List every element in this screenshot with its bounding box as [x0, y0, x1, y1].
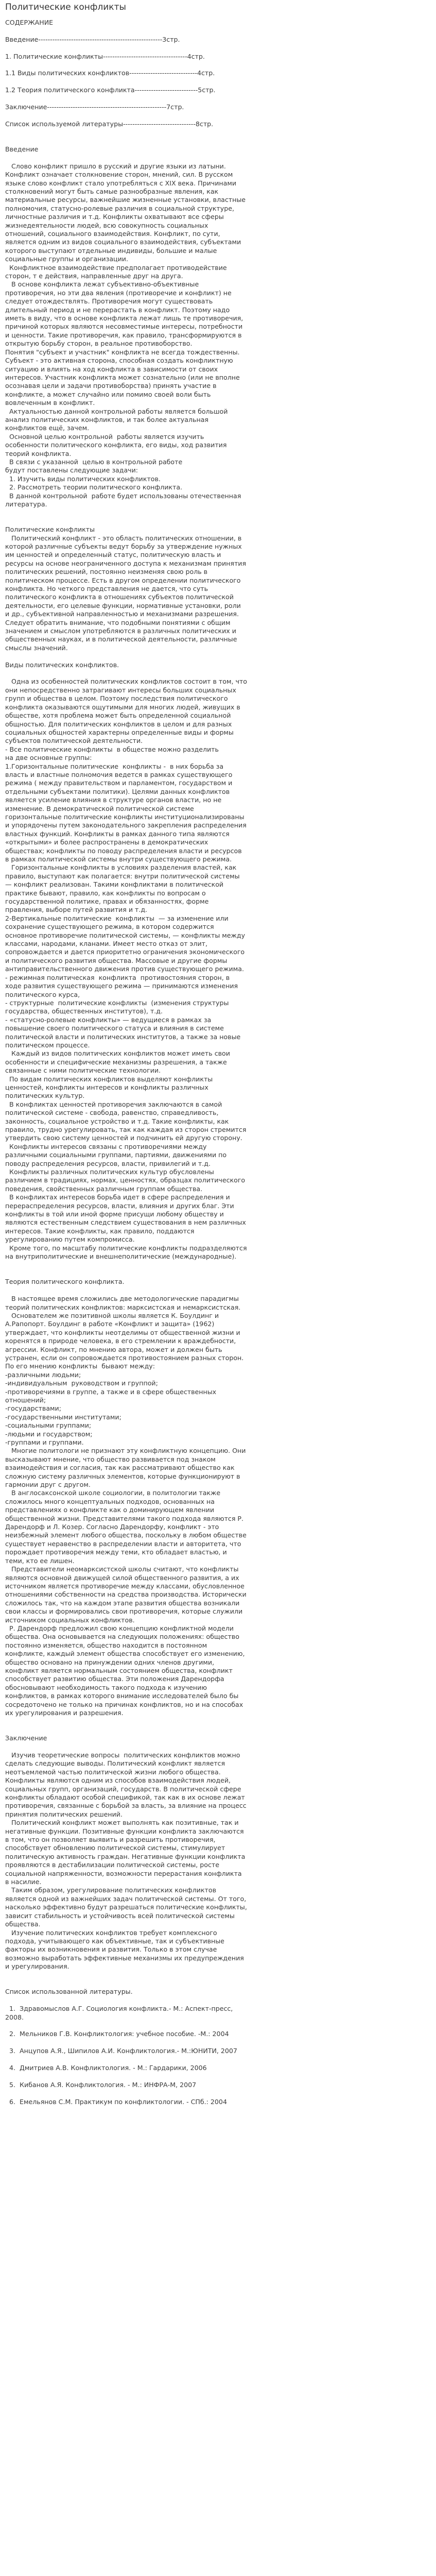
paragraph: Кроме того, по масштабу политические конфликты подразделяются на внутриполитические и внешнеполитические (международные). — [5, 1244, 249, 1261]
paragraph: Р. Дарендорф предложил свою концепцию конфликтной модели общества. Она основывается на следующих положениях: общество постоянно изменяется, общество находится в постоянном конфликте, каждый элемент общества способствует его изменению, общество основано на принуждении одних членов другими, конфликт является нормальным состоянием общества, конфликт способствует развитию общества. Эти положения Дарендорфа обосновывают необходимость такого подхода к изучению конфликтов, в рамках которого внимание исследователей было бы сосредоточено не только на причинах конфликтов, но и на способах их урегулирования и разрешения. — [5, 1624, 247, 1717]
spacer — [5, 1286, 247, 1295]
paragraph: В данной контрольной работе будет использованы отечественная литература. — [5, 492, 246, 509]
spacer — [5, 669, 247, 677]
toc-item: Список используемой литературы-------------------------------8стр. — [5, 120, 214, 128]
paragraph: Политический конфликт может выполнять как позитивные, так и негативные функции. Позитивные функции конфликта заключаются в том, что он позволяет выявить и разрешить противоречия, способствует обновлению политической системы, стимулирует политическую активность граждан. Негативные функции конфликта проявляются в дестабилизации политической системы, росте социальной напряженности, возможности перерастания конфликта в насилие. — [5, 1819, 248, 1886]
paragraph: -социальными группами; — [5, 1421, 92, 1430]
paragraph: Понятия "субъект и участник" конфликта не всегда тождественны. Субъект - это активная сторона, способная создать конфликтную ситуацию и влиять на ход конфликта в зависимости от своих интересов. Участник конфликта может сознательно (или не вполне осознавая цели и задачи противоборства) принять участие в конфликте, а может случайно или помимо своей воли быть вовлеченным в конфликт. — [5, 348, 242, 407]
spacer — [5, 1979, 247, 1988]
paragraph: Основателем же позитивной школы является К. Боулдинг и А.Рапопорт. Боулдинг в работе «Конфликт и защита» (1962) утверждает, что конфликты неотделимы от общественной жизни и коренятся в природе человека, в его стремлении к враждебности, агрессии. Конфликт, по мнению автора, может и должен быть устранен, если он сопровождается противостоянием разных сторон. — [5, 1311, 244, 1362]
paragraph: Конфликтное взаимодействие предполагает противодействие сторон, т е действия, направленные друг на друга. — [5, 263, 229, 280]
paragraph: -индивидуальным руководством и группой; — [5, 1379, 158, 1387]
paragraph: Представители неомарксистской школы считают, что конфликты являются основной движущей силой общественного развития, а их источником является противоречие между классами, обусловленное отношениями собственности на средства производства. Исторически сложилось так, что на каждом этапе развития общества возникали свои классы и формировались свои противоречия, которые служили источником социальных конфликтов. — [5, 1565, 249, 1624]
section-heading: Теория политического конфликта. — [5, 1278, 125, 1286]
paragraph: В конфликтах ценностей противоречия заключаются в самой политической системе - свобода, равенство, справедливость, законность, социальное устройство и т.д. Такие конфликты, как правило, трудно урегулировать, так как каждая из сторон стремится утвердить свою систему ценностей и подчинить ей другую сторону. — [5, 1100, 249, 1142]
spacer — [5, 1269, 247, 1278]
paragraph: Изучив теоретические вопросы политических конфликтов можно сделать следующие выводы. Политический конфликт является неотъемлемой частью политической жизни любого общества. Конфликты являются одним из способов взаимодействия людей, социальных групп, организаций, государств. В политической сфере конфликты обладают особой спецификой, так как в их основе лежат противоречия, связанные с борьбой за власть, за влияние на процесс принятия политических решений. — [5, 1751, 249, 1818]
paragraph: Политический конфликт - это область политических отношении, в которой различные субъекты ведут борьбу за утверждение нужных им ценностей и определенный статус, политическую власть и ресурсы на основе неограниченного доступа к механизмам принятия политических решений, постоянно неизменяя свою роль в политическом процессе. Есть в другом определении политического конфликта. Но четкого представления не дается, что суть политического конфликта в отношениях субъектов политической деятельности, его целевые функции, нормативные установки, роли и др., субъективной направленностью и механизмами разрешения. Следует обратить внимание, что подобными понятиями с общим значением и смыслом употребляются в различных политических и общественных науках, и в политической деятельности, различные смыслы значений. — [5, 534, 249, 652]
section-heading: Политические конфликты — [5, 526, 95, 534]
spacer — [5, 2072, 247, 2080]
paragraph: Слово конфликт пришло в русский и другие языки из латыни. Конфликт означает столкновение сторон, мнений, сил. В русском языке слово конфликт стало употребляться с XIX века. Причинами столкновений могут быть самые разнообразные явления, как материальные ресурсы, важнейшие жизненные установки, властные полномочия, статусно-ролевые различия в социальной структуре, личностные различия и т.д. Конфликты охватывают все сферы жизнедеятельности людей, всю совокупность социальных отношений, социального взаимодействия. Конфликт, по сути, является одним из видов социального взаимодействия, субъектами которого выступают отдельные индивиды, большие и малые социальные группы и организации. — [5, 162, 248, 263]
paragraph: Одна из особенностей политических конфликтов состоит в том, что они непосредственно затрагивают интересы больших социальных групп и общества в целом. Поэтому последствия политического конфликта оказываются ощутимыми для многих людей, живущих в обществе, хотя проблема может быть определенной социальной общностью. Для политических конфликтов в целом и для разных социальных общностей характерны определенные виды и формы субъектов политической деятельности. — [5, 677, 249, 745]
paragraph: В основе конфликта лежат субъективно-объективные противоречия, но эти два явления (противоречие и конфликт) не следует отождествлять. Противоречия могут существовать длительный период и не перерастать в конфликт. Поэтому надо иметь в виду, что в основе конфликта лежат лишь те противоречия, причиной которых являются несовместимые интересы, потребности и ценности. Такие противоречия, как правило, трансформируются в открытую борьбу сторон, в реальное противоборство. — [5, 280, 246, 348]
spacer — [5, 2106, 247, 2114]
paragraph: Конфликты различных политических культур обусловлены различием в традициях, нормах, ценностях, образцах политического поведения, свойственных различным группам общества. — [5, 1168, 248, 1193]
paragraph: - режимная политическая конфликта противостояния сторон, в ходе развития существующего режима — принимаются изменения политического курса, — [5, 973, 240, 998]
spacer — [5, 1971, 247, 1979]
paragraph: 1.Горизонтальные политические конфликты - в них борьба за власть и властные полномочия ведется в рамках существующего режима ( между правительством и парламентом, государством и отдельными субъектами политики). Целями данных конфликтов является усиление влияния в структуре органов власти, но не изменение. В демократической политической системе горизонтальные политические конфликты институционализированы и упорядочены путем законодательного закрепления распределения властных функций. Конфликты в рамках данного типа являются «открытыми» и более распространены в демократических обществах; конфликты по поводу распределения власти и ресурсов в рамках политической системы внутри существующего режима. — [5, 762, 249, 863]
paragraph: Горизонтальные конфликты в условиях разделения властей, как правило, выступают как полагается: внутри политической системы — конфликт реализован. Такими конфликтами в политической практике бывают, правило, как конфликты по вопросам о государственной политике, правах и обязанностях, форме правления, выборе путей развития и т.д. — [5, 863, 242, 914]
paragraph: -государственными институтами; — [5, 1413, 121, 1421]
toc-item: 1.2 Теория политического конфликта---------------------------5стр. — [5, 86, 216, 94]
paragraph: Изучение политических конфликтов требует комплексного подхода, учитывающего как объективные, так и субъективные факторы их возникновения и развития. Только в этом случае возможно выработать эффективные механизмы их предупреждения и урегулирования. — [5, 1928, 246, 1971]
spacer — [5, 61, 247, 69]
paragraph: 2-Вертикальные политические конфликты — за изменение или сохранение существующего режима, в котором содержится основное противоречие политической системы, — конфликты между классами, народами, кланами. Имеет место отказ от элит, сопровождается и дается приоритетно ограничения экономического и политического развития общества. Массовые и другие формы антиправительственного движения против существующего режима. — [5, 914, 248, 973]
paragraph: Актуальностью данной контрольной работы является большой анализ политических конфликтов, и так более актуальная конфликтов ещё, зачем. — [5, 407, 230, 432]
paragraph: В конфликтах интересов борьба идет в сфере распределения и перераспределения ресурсов, власти, влияния и других благ. Эти конфликты в той или иной форме присущи любому обществу и являются естественным следствием существования в нем различных интересов. Такие конфликты, как правило, поддаются урегулированию путем компромисса. — [5, 1193, 248, 1244]
paragraph: В англосаксонской школе социологии, в политологии также сложилось много концептуальных подходов, основанных на представлениях о конфликте как о доминирующем явлении общественной жизни. Представителями такого подхода являются Р. Дарендорф и Л. Козер. Согласно Дарендорфу, конфликт - это неизбежный элемент любого общества, поскольку в любом обществе существует неравенство в распределении власти и авторитета, что порождает противоречия между теми, кто обладает властью, и теми, кто ее лишен. — [5, 1489, 249, 1565]
spacer — [5, 78, 247, 86]
spacer — [5, 2089, 247, 2097]
spacer — [5, 2056, 247, 2064]
toc-item: Введение-----------------------------------------------------3стр. — [5, 35, 180, 43]
spacer — [5, 517, 247, 526]
document-content — [5, 19, 247, 2114]
spacer — [5, 1996, 247, 2005]
spacer — [5, 1726, 247, 1734]
toc-item: Заключение---------------------------------------------------7стр. — [5, 103, 184, 111]
spacer — [5, 128, 247, 137]
spacer — [5, 1717, 247, 1725]
spacer — [5, 44, 247, 52]
paragraph: Каждый из видов политических конфликтов может иметь свои особенности и специфические механизмы разрешения, а также связанные с ними политические технологии. — [5, 1049, 232, 1075]
paragraph: -различными людьми; — [5, 1370, 81, 1379]
paragraph: Конфликты интересов связаны с противоречиями между различными социальными группами, партиями, движениями по поводу распределения ресурсов, власти, привилегий и т.д. — [5, 1142, 229, 1167]
spacer — [5, 111, 247, 120]
section-heading: Введение — [5, 145, 39, 153]
paragraph: Таким образом, урегулирование политических конфликтов является одной из важнейших задач политической системы. От того, насколько эффективно будут разрешаться политические конфликты, зависит стабильность и устойчивость всей политической системы общества. — [5, 1886, 249, 1928]
reference-item: 1. Здравомыслов А.Г. Социология конфликта.- М.: Аспект-пресс, 2008. — [5, 2005, 235, 2021]
reference-item: 6. Емельянов С.М. Практикум по конфликтологии. - СПб.: 2004 — [5, 2097, 227, 2106]
section-heading: Виды политических конфликтов. — [5, 660, 119, 669]
spacer — [5, 27, 247, 35]
reference-item: 2. Мельников Г.В. Конфликтология: учебное пособие. -М.: 2004 — [5, 2030, 229, 2038]
section-heading: Заключение — [5, 1734, 47, 1742]
spacer — [5, 1743, 247, 1751]
spacer — [5, 137, 247, 145]
spacer — [5, 2039, 247, 2047]
paragraph: По его мнению конфликты бывают между: — [5, 1362, 155, 1370]
paragraph: 2. Рассмотреть теории политического конфликта. — [5, 483, 183, 492]
reference-item: 4. Дмитриев А.В. Конфликтология. - М.: Гардарики, 2006 — [5, 2063, 207, 2072]
paragraph: на две основные группы: — [5, 754, 92, 762]
spacer — [5, 2022, 247, 2030]
toc-item: 1. Политические конфликты------------------------------------4стр. — [5, 52, 205, 60]
references-heading: Список использованной литературы. — [5, 1988, 133, 1996]
paragraph: - структурные политические конфликты (изменения структуры государства, общественных институтов), т.д. — [5, 998, 231, 1015]
reference-item: 5. Кибанов А.Я. Конфликтология. - М.: ИНФРА-М, 2007 — [5, 2080, 197, 2089]
paragraph: Многие политологи не признают эту конфликтную концепцию. Они высказывают мнение, что общество развивается под знаком взаимодействия и согласия, так как рассматривают общество как сложную систему различных элементов, которые функционируют в гармонии друг с другом. — [5, 1447, 248, 1489]
toc-item: 1.1 Виды политических конфликтов-----------------------------4стр. — [5, 69, 215, 77]
toc-heading: СОДЕРЖАНИЕ — [5, 19, 54, 26]
paragraph: 1. Изучить виды политических конфликтов. — [5, 474, 161, 483]
paragraph: В связи с указанной целью в контрольной работе — [5, 457, 183, 466]
paragraph: В настоящее время сложились две методологические парадигмы теорий политических конфликтов: марксистская и немарксистская. — [5, 1295, 241, 1311]
paragraph: -противоречиями в группе, а также и в сфере общественных отношений; — [5, 1387, 219, 1404]
paragraph: -группами и группами. — [5, 1438, 84, 1446]
paragraph: -государствами; — [5, 1404, 61, 1413]
paragraph: Основной целью контрольной работы является изучить особенности политического конфликта, его виды, ход развития теорий конфликта. — [5, 432, 229, 457]
paragraph: - «статусно-ролевые конфликты» — ведущиеся в рамках за повышение своего политического статуса и влияния в системе политической власти и политических институтов, а также за новые политическом процессе. — [5, 1015, 243, 1049]
paragraph: будут поставлены следующие задачи: — [5, 466, 138, 474]
paragraph: -людьми и государством; — [5, 1430, 93, 1438]
page-title: Политические конфликты — [5, 2, 126, 12]
spacer — [5, 95, 247, 103]
spacer — [5, 1261, 247, 1269]
spacer — [5, 652, 247, 660]
paragraph: По видам политических конфликтов выделяют конфликты ценностей, конфликты интересов и конфликты различных политических культур. — [5, 1075, 215, 1100]
reference-item: 3. Анцупов А.Я., Шипилов А.И. Конфликтология.- М.:ЮНИТИ, 2007 — [5, 2047, 237, 2055]
paragraph: - Все политические конфликты в обществе можно разделить — [5, 745, 219, 753]
spacer — [5, 509, 247, 517]
spacer — [5, 154, 247, 162]
